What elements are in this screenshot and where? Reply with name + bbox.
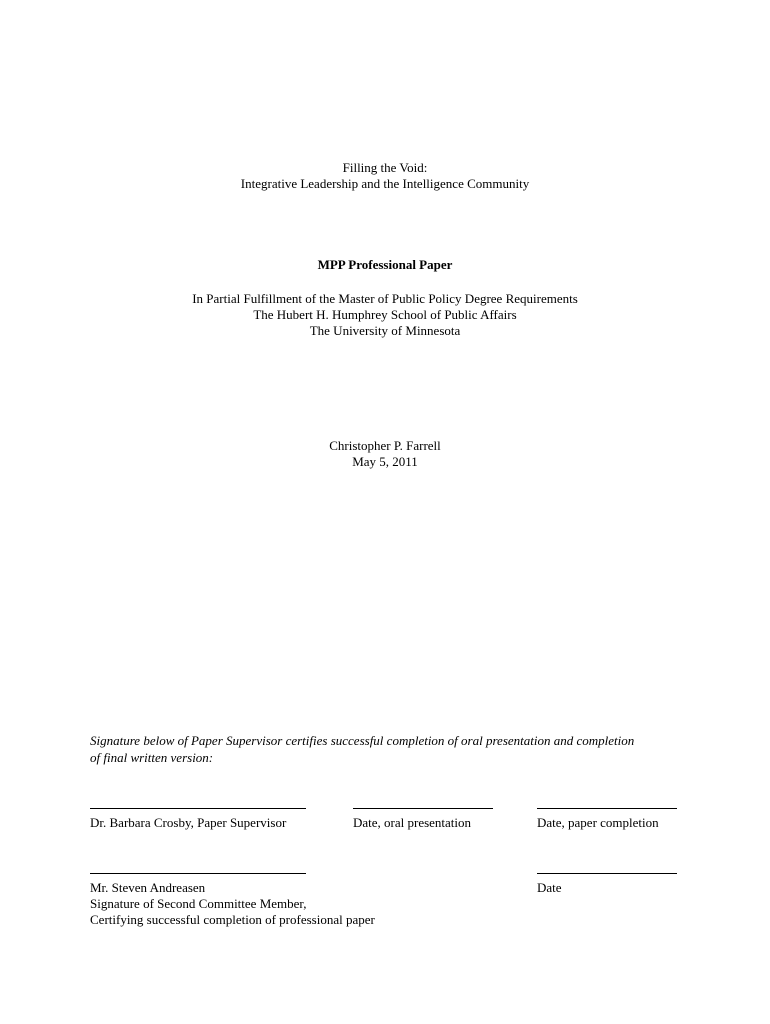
paper-date-label: Date, paper completion xyxy=(537,815,659,830)
committee-member-role: Signature of Second Committee Member, xyxy=(90,896,307,911)
committee-date-label: Date xyxy=(537,880,562,895)
title-block xyxy=(0,160,770,192)
supervisor-signature-line xyxy=(90,808,306,809)
committee-member-cert: Certifying successful completion of professional paper xyxy=(90,912,375,927)
committee-member-signature-line xyxy=(90,873,306,874)
author-date: May 5, 2011 xyxy=(352,454,418,469)
committee-member-signature xyxy=(90,873,375,928)
fulfillment-block xyxy=(0,291,770,339)
oral-date-signature xyxy=(353,808,493,831)
committee-member-name: Mr. Steven Andreasen xyxy=(90,880,206,895)
university-line: The University of Minnesota xyxy=(309,323,461,338)
oral-date-label: Date, oral presentation xyxy=(353,815,472,830)
committee-date-signature-line xyxy=(537,873,677,874)
oral-date-signature-line xyxy=(353,808,493,809)
certification-line-2: of final written version: xyxy=(90,750,214,765)
paper-type-block xyxy=(0,257,770,273)
fulfillment-line: In Partial Fulfillment of the Master of Public Policy Degree Requirements xyxy=(192,291,578,306)
title-line-2: Integrative Leadership and the Intelligence Community xyxy=(240,176,530,191)
certification-text xyxy=(90,732,690,766)
supervisor-label: Dr. Barbara Crosby, Paper Supervisor xyxy=(90,815,287,830)
school-line: The Hubert H. Humphrey School of Public Affairs xyxy=(253,307,517,322)
certification-line-1: Signature below of Paper Supervisor certifies successful completion of oral presentation and completion xyxy=(90,733,635,748)
paper-type: MPP Professional Paper xyxy=(317,257,453,272)
author-block xyxy=(0,438,770,470)
paper-date-signature-line xyxy=(537,808,677,809)
title-line-1: Filling the Void: xyxy=(342,160,428,175)
committee-date-signature xyxy=(537,873,677,896)
paper-date-signature xyxy=(537,808,677,831)
author-name: Christopher P. Farrell xyxy=(329,438,441,453)
supervisor-signature xyxy=(90,808,306,831)
